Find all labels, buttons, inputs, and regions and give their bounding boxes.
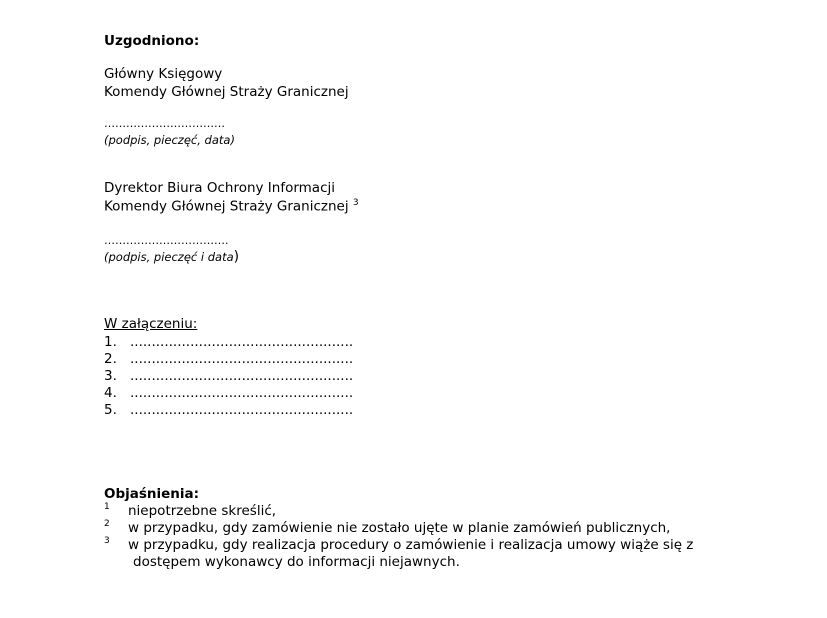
attachment-item-number: 3.	[104, 368, 117, 384]
attachment-item-dots: ....................................................	[130, 385, 354, 401]
approver2-title: Dyrektor Biura Ochrony Informacji	[104, 180, 336, 196]
attachment-item-dots: ....................................................	[130, 368, 354, 384]
attachment-item	[104, 385, 353, 401]
footnote-text: w przypadku, gdy zamówienie nie zostało ujęte w planie zamówień publicznych,	[128, 520, 671, 536]
footnote-text-continuation: dostępem wykonawcy do informacji niejawnych.	[133, 554, 460, 570]
footnote-number: 1	[104, 502, 110, 512]
footnote-text: w przypadku, gdy realizacja procedury o zamówienie i realizacja umowy wiąże się z	[128, 537, 694, 553]
attachment-item	[104, 368, 353, 384]
approver2-signature-caption	[104, 249, 239, 265]
approver2-unit-text: Komendy Głównej Straży Granicznej	[104, 198, 349, 215]
approver1-unit: Komendy Głównej Straży Granicznej	[104, 84, 349, 100]
attachment-item	[104, 402, 353, 418]
approver1-signature-line: ……………………………	[104, 117, 225, 130]
approver2-caption-close: )	[233, 249, 240, 265]
attachment-item-dots: ....................................................	[130, 351, 354, 367]
footnote-text: niepotrzebne skreślić,	[128, 503, 277, 519]
attachment-item-dots: ....................................................	[130, 402, 354, 418]
approver2-signature-line: …………………………….	[104, 234, 229, 247]
footnote-number: 3	[104, 536, 110, 546]
approver1-signature-caption: (podpis, pieczęć, data)	[104, 133, 235, 147]
attachment-item	[104, 351, 353, 367]
footnote-ref-3: 3	[352, 198, 359, 208]
attachment-item	[104, 334, 353, 350]
attachment-item-number: 2.	[104, 351, 117, 367]
attachment-item-number: 5.	[104, 402, 117, 418]
attachment-item-number: 1.	[104, 334, 117, 350]
approver1-title: Główny Księgowy	[104, 66, 223, 82]
attachments-heading: W załączeniu:	[104, 316, 198, 332]
approver2-caption-text: (podpis, pieczęć i data	[104, 250, 234, 264]
attachment-item-dots: ....................................................	[130, 334, 354, 350]
approval-heading: Uzgodniono:	[104, 33, 200, 49]
footnote-number: 2	[104, 519, 110, 529]
explanations-heading: Objaśnienia:	[104, 486, 200, 502]
approver2-unit	[104, 198, 359, 215]
attachment-item-number: 4.	[104, 385, 117, 401]
